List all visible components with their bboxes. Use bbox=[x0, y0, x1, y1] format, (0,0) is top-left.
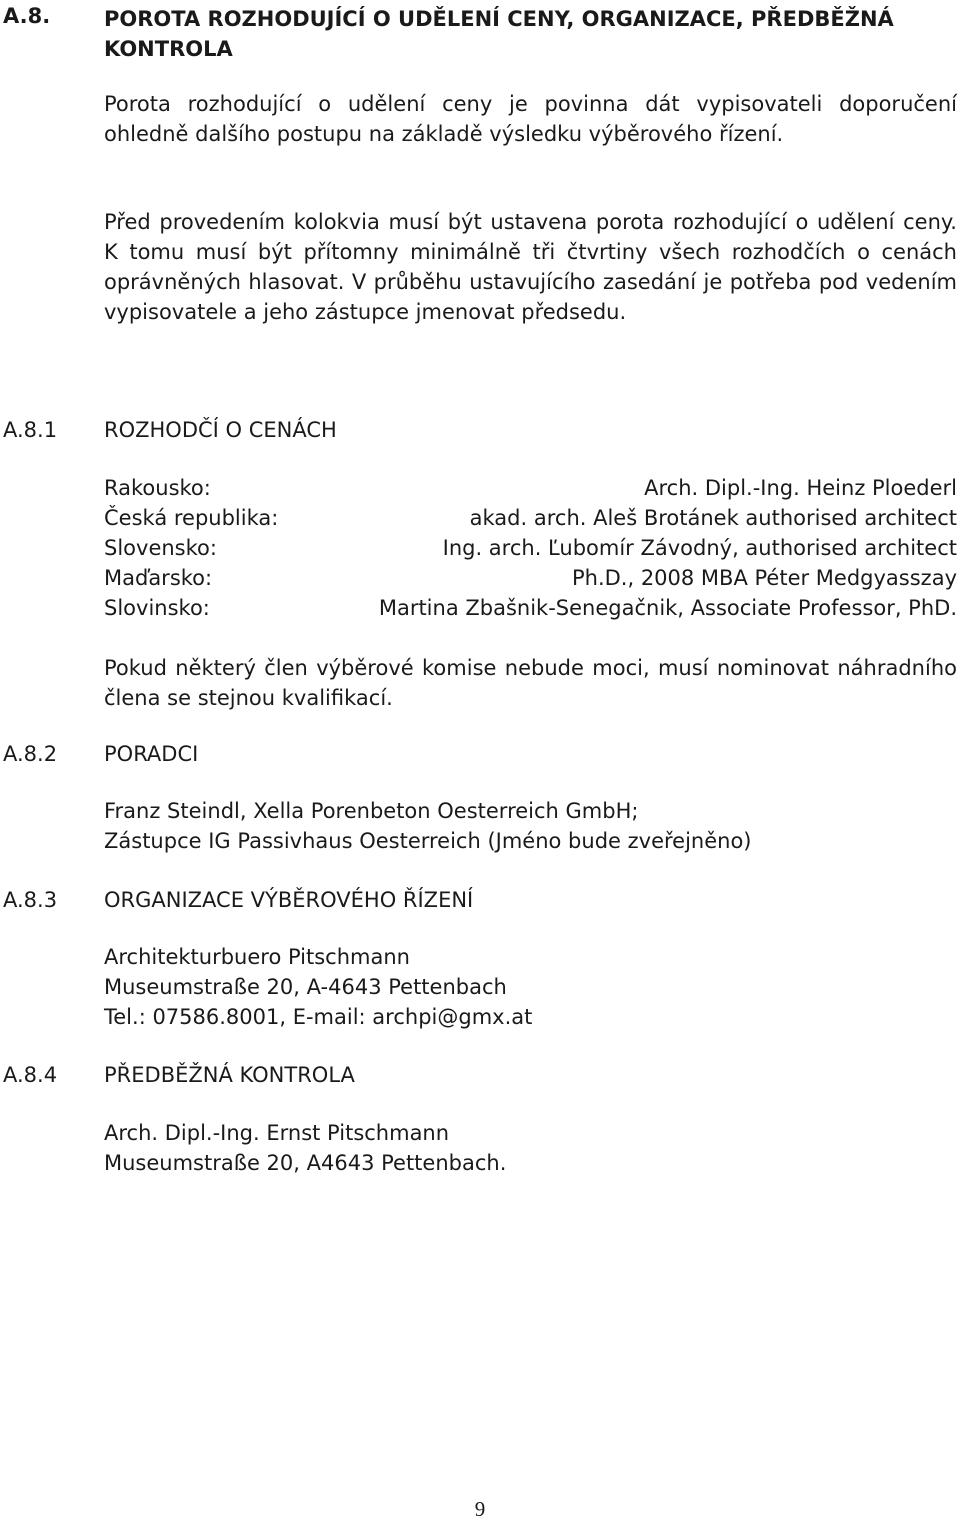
section-number-a81: A.8.1 bbox=[3, 418, 58, 442]
advisor-line: Zástupce IG Passivhaus Oesterreich (Jméno bude zveřejněno) bbox=[104, 829, 752, 853]
judge-row bbox=[104, 506, 957, 536]
section-number-a82: A.8.2 bbox=[3, 742, 58, 766]
judge-country: Slovinsko: bbox=[104, 596, 210, 620]
chapter-title: POROTA ROZHODUJÍCÍ O UDĚLENÍ CENY, ORGANIZACE, PŘEDBĚŽNÁ KONTROLA bbox=[104, 7, 894, 61]
intro-paragraph-2: Před provedením kolokvia musí být ustavena porota rozhodující o udělení ceny. K tomu musí být přítomny minimálně tři čtvrtiny všech rozhodčích o cenách oprávněných hlasovat. V průběhu ustavujícího zasedání je potřeba pod vedením vypisovatele a jeho zástupce jmenovat předsedu. bbox=[104, 210, 957, 324]
judge-country: Maďarsko: bbox=[104, 566, 213, 590]
section-title-advisors: PORADCI bbox=[104, 742, 199, 766]
judge-row bbox=[104, 476, 957, 506]
organizer-contact-line: Tel.: 07586.8001, E-mail: archpi@gmx.at bbox=[104, 1005, 533, 1029]
section-number-a84: A.8.4 bbox=[3, 1063, 58, 1087]
intro-paragraph-1: Porota rozhodující o udělení ceny je povinna dát vypisovateli doporučení ohledně dalšího postupu na základě výsledku výběrového řízení. bbox=[104, 92, 957, 146]
section-title-organization: ORGANIZACE VÝBĚROVÉHO ŘÍZENÍ bbox=[104, 888, 474, 912]
organizer-line: Museumstraße 20, A-4643 Pettenbach bbox=[104, 975, 507, 999]
judge-name: Martina Zbašnik-Senegačnik, Associate Professor, PhD. bbox=[378, 596, 957, 620]
judge-name: Ing. arch. Ľubomír Závodný, authorised architect bbox=[442, 536, 957, 560]
judge-name: Arch. Dipl.-Ing. Heinz Ploederl bbox=[644, 476, 957, 500]
organizer-line: Architekturbuero Pitschmann bbox=[104, 945, 410, 969]
judge-row bbox=[104, 566, 957, 596]
preliminary-check-line: Arch. Dipl.-Ing. Ernst Pitschmann bbox=[104, 1121, 450, 1145]
chapter-number: A.8. bbox=[3, 4, 51, 28]
judge-country: Česká republika: bbox=[104, 506, 279, 530]
judge-row bbox=[104, 596, 957, 626]
judge-country: Slovensko: bbox=[104, 536, 217, 560]
advisor-line: Franz Steindl, Xella Porenbeton Oesterreich GmbH; bbox=[104, 799, 639, 823]
page-number: 9 bbox=[474, 1497, 486, 1521]
judge-row bbox=[104, 536, 957, 566]
judge-name: Ph.D., 2008 MBA Péter Medgyasszay bbox=[571, 566, 957, 590]
judge-country: Rakousko: bbox=[104, 476, 211, 500]
preliminary-check-line: Museumstraße 20, A4643 Pettenbach. bbox=[104, 1151, 507, 1175]
section-title-judges: ROZHODČÍ O CENÁCH bbox=[104, 418, 337, 442]
judge-name: akad. arch. Aleš Brotánek authorised architect bbox=[469, 506, 957, 530]
section-number-a83: A.8.3 bbox=[3, 888, 58, 912]
judges-substitute-note: Pokud některý člen výběrové komise nebude moci, musí nominovat náhradního člena se stejnou kvalifikací. bbox=[104, 656, 957, 710]
section-title-preliminary-check: PŘEDBĚŽNÁ KONTROLA bbox=[104, 1063, 355, 1087]
